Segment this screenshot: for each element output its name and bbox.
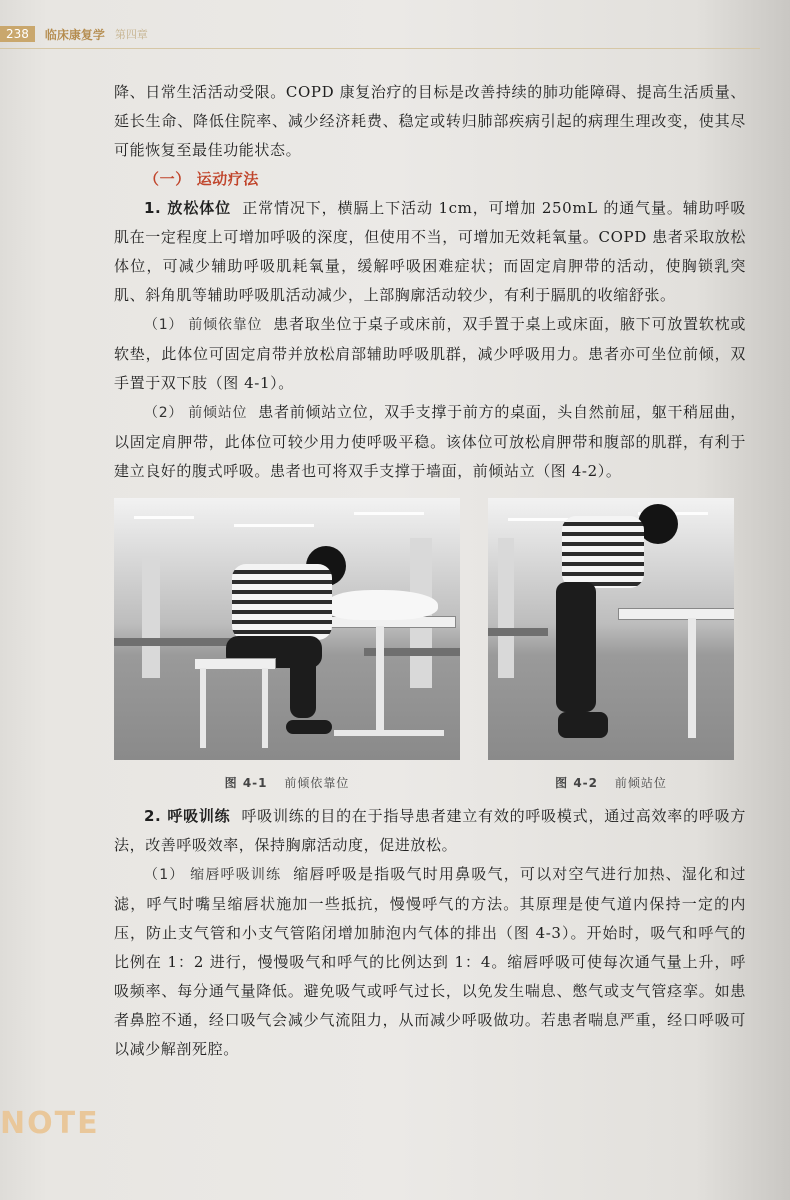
table-leg <box>376 626 384 736</box>
sub3-text: 缩唇呼吸是指吸气时用鼻吸气，可以对空气进行加热、湿化和过滤，呼气时嘴呈缩唇状施加一些抵抗，慢慢呼气的方法。其原理是使气道内保持一定的内压，防止支气管和小支气管陷闭增加肺泡内气体的排出（图 4-3）。开始时，吸气和呼气的比例在 1：2 进行，慢慢吸气和呼气的比例达到 1：4。缩唇呼吸可使每次通气量上升，呼吸频率、每分通气量降低。避免吸气或呼气过长，以免发生喘息、憋气或支气管痉挛。如患者鼻腔不通，经口吸气会减少气流阻力，从而减少呼吸做功。若患者喘息严重，经口呼吸可以减少解剖死腔。 <box>114 865 746 1058</box>
stool-leg <box>262 668 268 748</box>
person-head <box>638 504 678 544</box>
ceiling-light <box>234 524 314 527</box>
person-shoes <box>558 712 608 738</box>
sub1-text: 患者取坐位于桌子或床前，双手置于桌上或床面，腋下可放置软枕或软垫，此体位可固定肩带并放松肩部辅助呼吸肌群，减少呼吸用力。患者亦可坐位前倾，双手置于双下肢（图 4-1）。 <box>114 315 746 392</box>
sub3-paragraph <box>114 860 746 1064</box>
main-text-bottom <box>114 802 746 1064</box>
stool-leg <box>200 668 206 748</box>
person-shirt <box>232 564 332 640</box>
ceiling-light <box>508 518 568 521</box>
background-shelf <box>114 638 234 646</box>
running-header <box>0 24 260 44</box>
book-title: 临床康复学 <box>44 27 105 42</box>
sub2-text: 患者前倾站立位，双手支撑于前方的桌面，头自然前屈，躯干稍屈曲，以固定肩胛带，此体位可较少用力使呼吸平稳。该体位可放松肩胛带和腹部的肌群，有利于建立良好的腹式呼吸。患者也可将双手支撑于墙面，前倾站立（图 4-2）。 <box>114 403 746 480</box>
figure-caption <box>114 774 460 791</box>
sub2-paragraph <box>114 398 746 486</box>
figure-caption-text: 前倾站位 <box>614 776 667 790</box>
figure-caption <box>488 774 734 791</box>
pillar <box>142 558 160 678</box>
item2-paragraph <box>114 802 746 860</box>
pillar <box>498 538 514 678</box>
table-leg <box>688 618 696 738</box>
figure-id: 图 4-1 <box>224 776 268 790</box>
background-shelf <box>488 628 548 636</box>
person-shirt <box>562 516 644 588</box>
note-label: NOTE <box>0 1106 100 1141</box>
header-rule <box>0 48 760 49</box>
sub1-label: （1） 前倾依靠位 <box>144 317 263 333</box>
item1-text: 正常情况下，横膈上下活动 1cm，可增加 250mL 的通气量。辅助呼吸肌在一定程度上可增加呼吸的深度，但使用不当，可增加无效耗氧量。COPD 患者采取放松体位，可减少辅助呼吸肌耗氧量，缓解呼吸困难症状；而固定肩胛带的活动，使胸锁乳突肌、斜角肌等辅助呼吸肌活动减少，上部胸廓活动较少，有利于膈肌的收缩舒张。 <box>114 199 746 304</box>
pillow <box>328 590 438 620</box>
ceiling-light <box>354 512 424 515</box>
intro-paragraph: 降、日常生活活动受限。COPD 康复治疗的目标是改善持续的肺功能障碍、提高生活质量、延长生命、降低住院率、减少经济耗费、稳定或转归肺部疾病引起的病理生理改变，使其尽可能恢复至最佳功能状态。 <box>114 83 746 159</box>
table-top <box>618 608 734 620</box>
figure-id: 图 4-2 <box>555 776 598 790</box>
person-shoes <box>286 720 332 734</box>
item2-text: 呼吸训练的目的在于指导患者建立有效的呼吸模式，通过高效率的呼吸方法，改善呼吸效率，保持胸廓活动度，促进放松。 <box>114 807 746 854</box>
item1-paragraph <box>114 194 746 310</box>
person-legs <box>290 648 316 718</box>
section-heading: （一） 运动疗法 <box>144 170 260 188</box>
photo-standing-lean <box>488 498 734 760</box>
figures-row <box>114 498 734 798</box>
table-base <box>334 730 444 736</box>
person-trousers <box>556 582 596 712</box>
figure-4-2 <box>488 498 734 791</box>
sub2-label: （2） 前倾站位 <box>144 405 248 421</box>
item1-title: 1. 放松体位 <box>144 199 231 217</box>
main-text-top <box>114 78 746 486</box>
sub3-label: （1） 缩唇呼吸训练 <box>144 867 282 883</box>
chapter-mark: 第四章 <box>114 28 148 41</box>
item2-title: 2. 呼吸训练 <box>144 807 231 825</box>
figure-4-1 <box>114 498 460 791</box>
ceiling-light <box>134 516 194 519</box>
photo-seated-lean <box>114 498 460 760</box>
figure-caption-text: 前倾依靠位 <box>284 776 350 790</box>
page-number: 238 <box>0 26 35 42</box>
sub1-paragraph <box>114 310 746 398</box>
